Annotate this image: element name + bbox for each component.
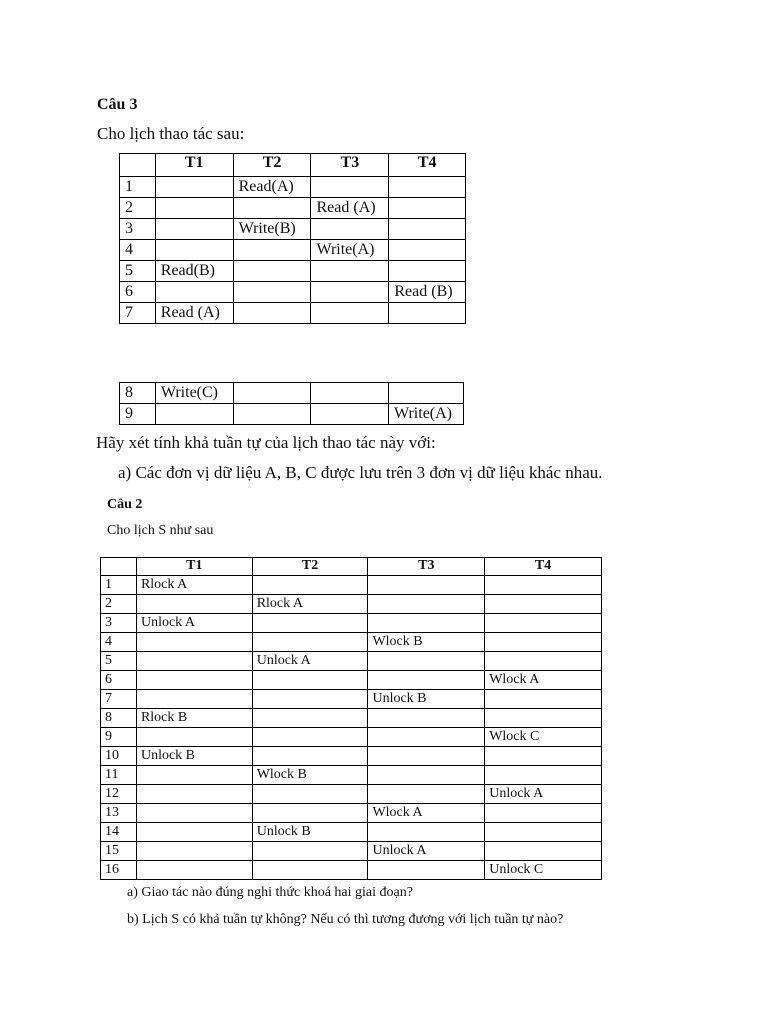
cell	[389, 240, 466, 261]
cell	[389, 261, 466, 282]
table-row	[120, 404, 464, 425]
row-number: 7	[101, 690, 137, 709]
row-number: 9	[101, 728, 137, 747]
table-row	[120, 240, 466, 261]
header-cell	[120, 154, 156, 177]
cell	[136, 728, 252, 747]
cell	[368, 614, 485, 633]
cell	[485, 804, 602, 823]
table-row	[101, 652, 602, 671]
table-row	[101, 595, 602, 614]
cell: Write(C)	[155, 383, 233, 404]
cell	[155, 404, 233, 425]
table-row	[101, 823, 602, 842]
header-cell: T1	[155, 154, 233, 177]
row-number: 9	[120, 404, 156, 425]
row-number: 6	[120, 282, 156, 303]
cell	[252, 861, 368, 880]
cell	[389, 219, 466, 240]
cell	[311, 177, 389, 198]
q2-title: Câu 2	[107, 497, 143, 512]
cell	[368, 823, 485, 842]
header-cell	[101, 558, 137, 576]
cell	[252, 633, 368, 652]
cell	[233, 282, 311, 303]
row-number: 12	[101, 785, 137, 804]
q2-schedule-table	[100, 557, 602, 880]
table-row	[101, 576, 602, 595]
cell	[136, 861, 252, 880]
cell: Wlock B	[368, 633, 485, 652]
row-number: 11	[101, 766, 137, 785]
cell	[233, 261, 311, 282]
cell: Read (A)	[155, 303, 233, 324]
table-header-row	[120, 154, 466, 177]
cell: Write(B)	[233, 219, 311, 240]
cell	[155, 282, 233, 303]
q3-schedule-table	[119, 153, 466, 324]
cell: Rlock A	[252, 595, 368, 614]
header-cell: T4	[485, 558, 602, 576]
header-cell: T3	[311, 154, 389, 177]
cell	[485, 614, 602, 633]
row-number: 15	[101, 842, 137, 861]
cell	[485, 633, 602, 652]
row-number: 5	[120, 261, 156, 282]
cell: Wlock C	[485, 728, 602, 747]
cell: Read(A)	[233, 177, 311, 198]
cell	[155, 219, 233, 240]
header-cell: T4	[389, 154, 466, 177]
cell: Unlock B	[136, 747, 252, 766]
cell	[252, 804, 368, 823]
cell	[233, 383, 311, 404]
cell	[485, 709, 602, 728]
table-row	[120, 177, 466, 198]
cell	[368, 728, 485, 747]
table-row	[101, 804, 602, 823]
cell	[311, 383, 389, 404]
q3-title: Câu 3	[97, 96, 138, 113]
q2-item-b: b) Lịch S có khả tuần tự không? Nếu có thì tương đương với lịch tuần tự nào?	[127, 912, 564, 927]
row-number: 1	[120, 177, 156, 198]
cell	[485, 652, 602, 671]
table-row	[120, 383, 464, 404]
cell: Rlock A	[136, 576, 252, 595]
row-number: 3	[101, 614, 137, 633]
table-row	[101, 747, 602, 766]
cell: Read (A)	[311, 198, 389, 219]
cell: Write(A)	[311, 240, 389, 261]
cell	[252, 614, 368, 633]
cell	[155, 177, 233, 198]
table-row	[101, 861, 602, 880]
table-row	[101, 614, 602, 633]
q2-item-a: a) Giao tác nào đúng nghi thức khoá hai giai đoạn?	[127, 885, 413, 900]
q3-schedule-table-continued	[119, 382, 464, 425]
table-row	[120, 219, 466, 240]
cell	[311, 282, 389, 303]
cell	[368, 785, 485, 804]
table-header-row	[101, 558, 602, 576]
table-row	[101, 690, 602, 709]
cell	[136, 823, 252, 842]
cell	[389, 177, 466, 198]
q2-intro: Cho lịch S như sau	[107, 523, 214, 538]
cell: Write(A)	[389, 404, 464, 425]
cell	[368, 652, 485, 671]
cell	[136, 633, 252, 652]
cell: Rlock B	[136, 709, 252, 728]
cell	[136, 804, 252, 823]
q3-item-a: a) Các đơn vị dữ liệu A, B, C được lưu trên 3 đơn vị dữ liệu khác nhau.	[118, 463, 603, 482]
cell	[136, 766, 252, 785]
cell	[252, 728, 368, 747]
cell: Unlock A	[252, 652, 368, 671]
row-number: 14	[101, 823, 137, 842]
cell	[155, 198, 233, 219]
cell	[233, 198, 311, 219]
q3-question: Hãy xét tính khả tuần tự của lịch thao tác này với:	[96, 433, 436, 452]
row-number: 7	[120, 303, 156, 324]
table-row	[101, 766, 602, 785]
cell	[136, 671, 252, 690]
cell	[311, 404, 389, 425]
cell: Unlock B	[368, 690, 485, 709]
row-number: 3	[120, 219, 156, 240]
cell	[389, 198, 466, 219]
row-number: 2	[101, 595, 137, 614]
cell	[136, 652, 252, 671]
cell	[252, 747, 368, 766]
cell	[368, 595, 485, 614]
row-number: 1	[101, 576, 137, 595]
cell	[485, 823, 602, 842]
cell	[155, 240, 233, 261]
cell	[252, 842, 368, 861]
header-cell: T3	[368, 558, 485, 576]
cell	[136, 690, 252, 709]
cell	[136, 595, 252, 614]
table-row	[101, 671, 602, 690]
cell	[485, 747, 602, 766]
cell	[311, 303, 389, 324]
cell	[368, 766, 485, 785]
cell	[252, 690, 368, 709]
header-cell: T1	[136, 558, 252, 576]
cell	[368, 709, 485, 728]
q3-intro: Cho lịch thao tác sau:	[97, 124, 245, 143]
row-number: 10	[101, 747, 137, 766]
row-number: 8	[101, 709, 137, 728]
table-row	[101, 633, 602, 652]
table-row	[101, 785, 602, 804]
cell	[485, 595, 602, 614]
cell	[485, 690, 602, 709]
row-number: 8	[120, 383, 156, 404]
cell	[233, 303, 311, 324]
cell	[311, 261, 389, 282]
header-cell: T2	[252, 558, 368, 576]
cell	[389, 303, 466, 324]
cell	[136, 785, 252, 804]
cell: Unlock A	[485, 785, 602, 804]
row-number: 4	[120, 240, 156, 261]
cell	[136, 842, 252, 861]
cell	[233, 404, 311, 425]
cell: Read(B)	[155, 261, 233, 282]
table-row	[101, 728, 602, 747]
table-row	[101, 709, 602, 728]
cell: Unlock C	[485, 861, 602, 880]
cell: Wlock B	[252, 766, 368, 785]
cell	[485, 766, 602, 785]
cell: Wlock A	[368, 804, 485, 823]
cell	[368, 861, 485, 880]
cell	[368, 576, 485, 595]
cell	[389, 383, 464, 404]
row-number: 6	[101, 671, 137, 690]
cell: Unlock B	[252, 823, 368, 842]
cell: Wlock A	[485, 671, 602, 690]
row-number: 13	[101, 804, 137, 823]
table-row	[120, 261, 466, 282]
cell	[368, 671, 485, 690]
cell: Unlock A	[368, 842, 485, 861]
cell	[233, 240, 311, 261]
cell	[252, 576, 368, 595]
cell	[311, 219, 389, 240]
row-number: 16	[101, 861, 137, 880]
cell: Unlock A	[136, 614, 252, 633]
table-row	[120, 198, 466, 219]
row-number: 2	[120, 198, 156, 219]
cell	[368, 747, 485, 766]
cell	[252, 785, 368, 804]
cell: Read (B)	[389, 282, 466, 303]
header-cell: T2	[233, 154, 311, 177]
cell	[485, 842, 602, 861]
cell	[252, 671, 368, 690]
table-row	[120, 282, 466, 303]
row-number: 4	[101, 633, 137, 652]
cell	[485, 576, 602, 595]
cell	[252, 709, 368, 728]
table-row	[101, 842, 602, 861]
table-row	[120, 303, 466, 324]
row-number: 5	[101, 652, 137, 671]
